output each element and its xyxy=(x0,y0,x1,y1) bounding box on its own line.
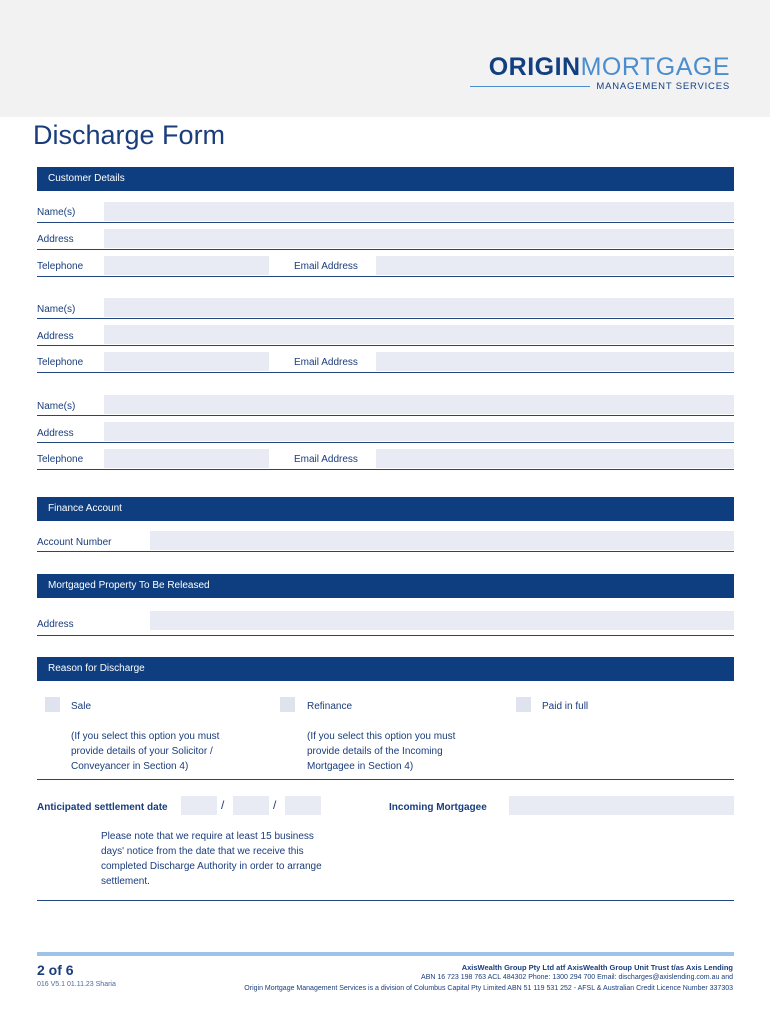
account-number-field[interactable] xyxy=(150,531,734,550)
names-field-1[interactable] xyxy=(104,202,734,221)
sale-label: Sale xyxy=(71,701,92,712)
names-label-3: Name(s) xyxy=(37,401,76,412)
names-label-1: Name(s) xyxy=(37,207,76,218)
refinance-label: Refinance xyxy=(307,701,353,712)
address-field-1[interactable] xyxy=(104,229,734,248)
divider xyxy=(37,276,734,277)
settlement-day-field[interactable] xyxy=(181,796,217,815)
property-address-label: Address xyxy=(37,619,74,630)
address-label-2: Address xyxy=(37,331,74,342)
page-number: 2 of 6 xyxy=(37,962,74,978)
email-label-3: Email Address xyxy=(294,454,358,465)
footer-rule xyxy=(37,952,734,956)
settlement-year-field[interactable] xyxy=(285,796,321,815)
footer-licence: Origin Mortgage Management Services is a division of Columbus Capital Pty Limited ABN 51 119 531 252 - AFSL & Australian Credit Licence Number 337303 xyxy=(244,985,733,992)
divider xyxy=(37,345,734,346)
address-field-3[interactable] xyxy=(104,422,734,441)
email-label-1: Email Address xyxy=(294,261,358,272)
paid-in-full-checkbox[interactable] xyxy=(516,697,531,712)
telephone-field-1[interactable] xyxy=(104,256,269,275)
settlement-date-label: Anticipated settlement date xyxy=(37,802,168,813)
divider xyxy=(37,249,734,250)
logo-origin-text: ORIGIN xyxy=(488,53,581,81)
section-reason-for-discharge: Reason for Discharge xyxy=(37,657,734,681)
divider xyxy=(37,900,734,901)
date-separator: / xyxy=(221,798,225,812)
incoming-mortgagee-label: Incoming Mortgagee xyxy=(389,802,487,813)
telephone-field-3[interactable] xyxy=(104,449,269,468)
address-field-2[interactable] xyxy=(104,325,734,344)
names-label-2: Name(s) xyxy=(37,304,76,315)
divider xyxy=(37,222,734,223)
sale-note: (If you select this option you must provide details of your Solicitor / Conveyancer in Section 4) xyxy=(71,731,220,772)
names-field-3[interactable] xyxy=(104,395,734,414)
settlement-notice: Please note that we require at least 15 business days' notice from the date that we receive this completed Discharge Authority in order to arrange settlement. xyxy=(101,831,322,887)
address-label-3: Address xyxy=(37,428,74,439)
sale-checkbox[interactable] xyxy=(45,697,60,712)
section-finance-account: Finance Account xyxy=(37,497,734,521)
section-mortgaged-property: Mortgaged Property To Be Released xyxy=(37,574,734,598)
page-title: Discharge Form xyxy=(33,120,226,150)
divider xyxy=(37,318,734,319)
logo-rule xyxy=(470,86,590,87)
footer-company: AxisWealth Group Pty Ltd atf AxisWealth Group Unit Trust t/as Axis Lending xyxy=(461,963,733,972)
settlement-month-field[interactable] xyxy=(233,796,269,815)
section-customer-details: Customer Details xyxy=(37,167,734,191)
telephone-label-3: Telephone xyxy=(37,454,84,465)
refinance-note: (If you select this option you must provide details of the Incoming Mortgagee in Section 4) xyxy=(307,731,456,772)
logo-subtitle: MANAGEMENT SERVICES xyxy=(596,81,730,92)
email-field-2[interactable] xyxy=(376,352,734,371)
form-version: 016 V5.1 01.11.23 Sharia xyxy=(37,981,116,988)
divider xyxy=(37,551,734,552)
divider xyxy=(37,635,734,636)
divider xyxy=(37,442,734,443)
incoming-mortgagee-field[interactable] xyxy=(509,796,734,815)
footer-contact: ABN 16 723 198 763 ACL 484302 Phone: 1300 294 700 Email: discharges@axislending.com.au and xyxy=(421,974,733,981)
property-address-field[interactable] xyxy=(150,611,734,630)
origin-mortgage-logo xyxy=(470,54,730,92)
telephone-label-1: Telephone xyxy=(37,261,84,272)
email-field-3[interactable] xyxy=(376,449,734,468)
address-label-1: Address xyxy=(37,234,74,245)
divider xyxy=(37,415,734,416)
logo-mortgage-text: MORTGAGE xyxy=(580,53,730,81)
divider xyxy=(37,469,734,470)
email-label-2: Email Address xyxy=(294,357,358,368)
divider xyxy=(37,372,734,373)
telephone-label-2: Telephone xyxy=(37,357,84,368)
date-separator: / xyxy=(273,798,277,812)
paid-in-full-label: Paid in full xyxy=(542,701,589,712)
refinance-checkbox[interactable] xyxy=(280,697,295,712)
email-field-1[interactable] xyxy=(376,256,734,275)
account-number-label: Account Number xyxy=(37,537,112,548)
telephone-field-2[interactable] xyxy=(104,352,269,371)
names-field-2[interactable] xyxy=(104,298,734,317)
divider xyxy=(37,779,734,780)
